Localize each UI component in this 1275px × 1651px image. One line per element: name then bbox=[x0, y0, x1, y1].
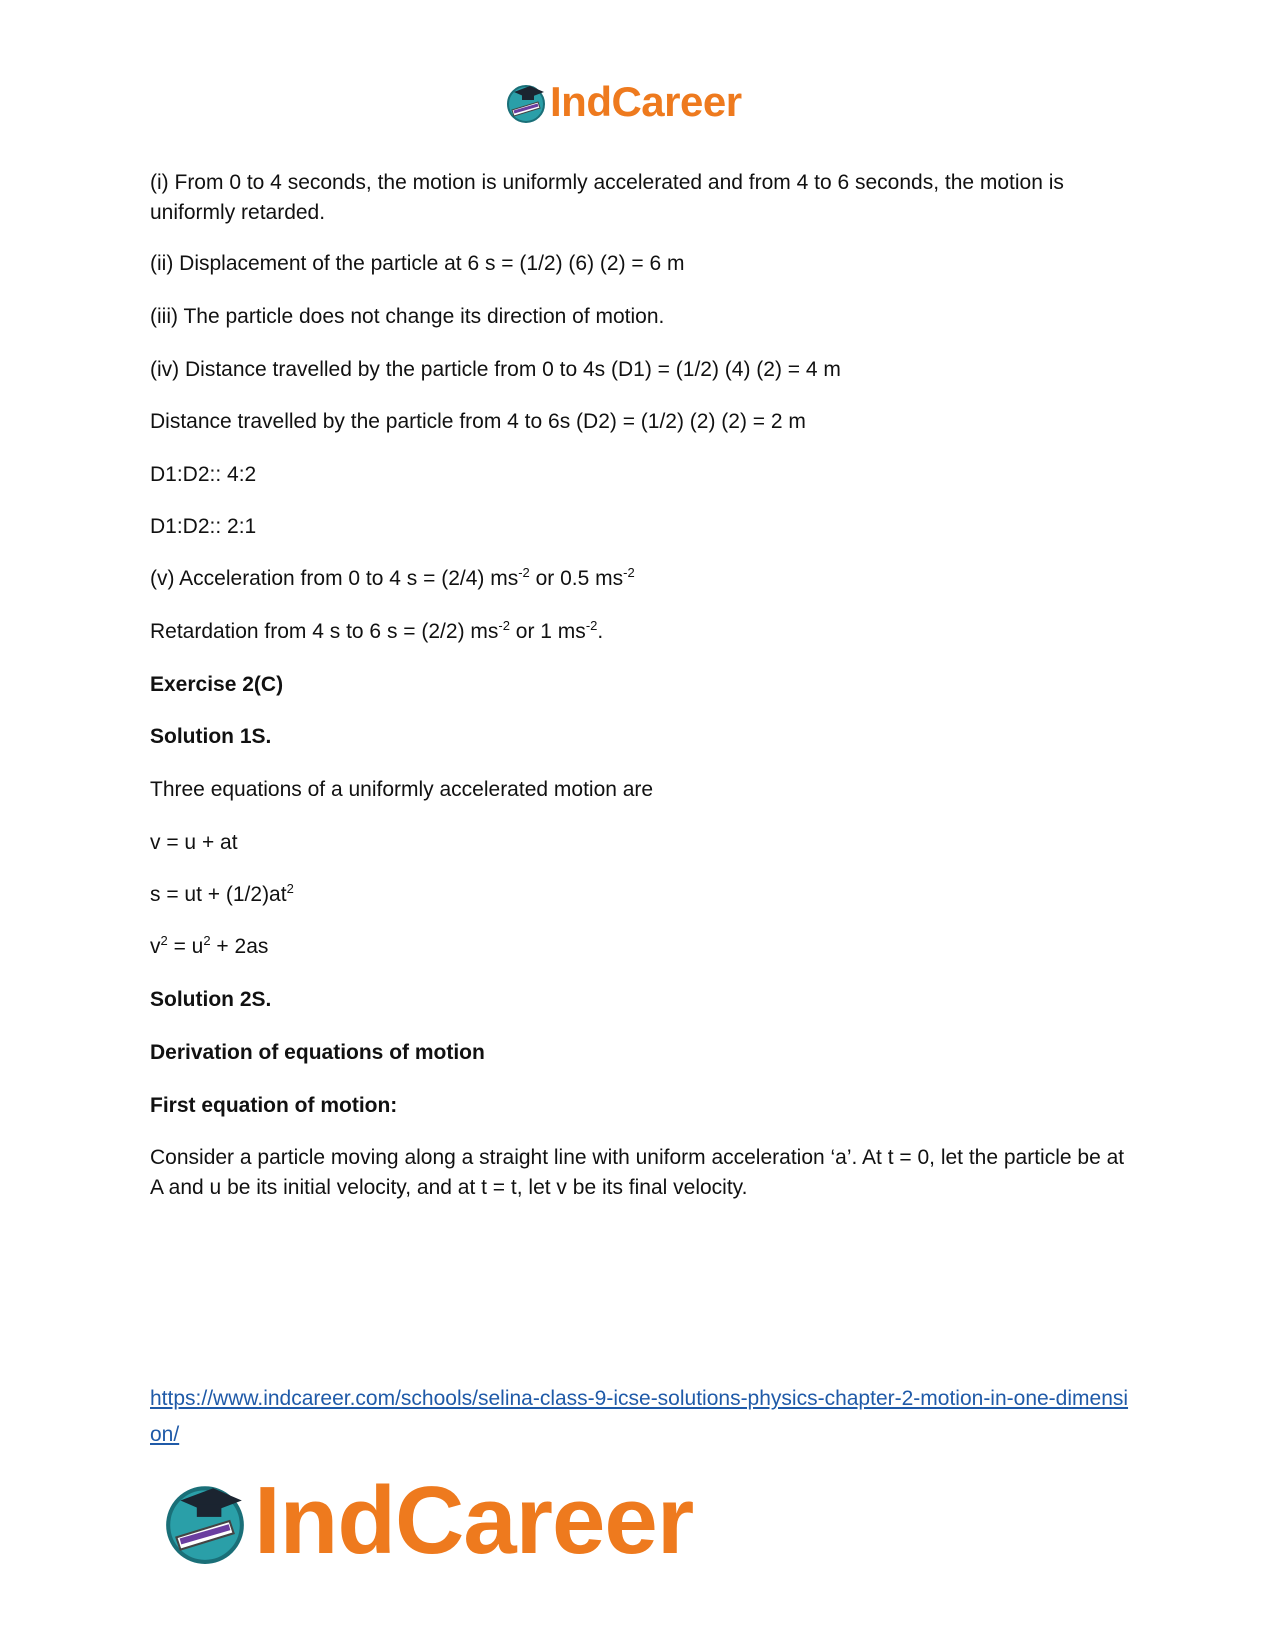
text: or 0.5 ms bbox=[529, 567, 624, 590]
superscript: -2 bbox=[518, 565, 530, 580]
logo-text: IndCareer bbox=[550, 78, 742, 125]
header-logo bbox=[504, 78, 742, 126]
superscript: -2 bbox=[623, 565, 635, 580]
equation-1: v = u + at bbox=[150, 831, 238, 854]
paragraph-5: Distance travelled by the particle from 4 to 6s (D2) = (1/2) (2) (2) = 2 m bbox=[150, 410, 806, 433]
heading-derivation: Derivation of equations of motion bbox=[150, 1041, 485, 1064]
heading-exercise: Exercise 2(C) bbox=[150, 673, 284, 696]
logo-text: IndCareer bbox=[254, 1467, 694, 1574]
superscript: -2 bbox=[498, 618, 510, 633]
text: . bbox=[597, 620, 604, 643]
footer-logo bbox=[160, 1466, 693, 1576]
text: or 1 ms bbox=[509, 620, 586, 643]
paragraph-3: (iii) The particle does not change its direction of motion. bbox=[150, 305, 665, 328]
globe-book-icon bbox=[504, 80, 548, 124]
paragraph-8 bbox=[150, 564, 1130, 594]
paragraph-10: Three equations of a uniformly accelerated motion are bbox=[150, 778, 654, 801]
text: s = ut + (1/2)at bbox=[150, 883, 287, 906]
superscript: -2 bbox=[585, 618, 598, 633]
text: Retardation from 4 s to 6 s = (2/2) ms bbox=[150, 620, 499, 643]
heading-solution-1s: Solution 1S. bbox=[150, 725, 272, 748]
paragraph-7: D1:D2:: 2:1 bbox=[150, 515, 257, 538]
text: = u bbox=[167, 935, 204, 958]
superscript: 2 bbox=[203, 933, 211, 948]
globe-book-icon bbox=[160, 1476, 250, 1566]
text: + 2as bbox=[210, 935, 269, 958]
superscript: 2 bbox=[160, 933, 168, 948]
paragraph-9 bbox=[150, 617, 1130, 647]
superscript: 2 bbox=[286, 881, 294, 896]
paragraph-6: D1:D2:: 4:2 bbox=[150, 463, 257, 486]
paragraph-2: (ii) Displacement of the particle at 6 s = (1/2) (6) (2) = 6 m bbox=[150, 252, 685, 275]
source-url-link[interactable]: https://www.indcareer.com/schools/selina-class-9-icse-solutions-physics-chapter-2-motion-in-one-dimension/ bbox=[150, 1387, 1129, 1446]
paragraph-11: Consider a particle moving along a straight line with uniform acceleration ‘a’. At t = 0, let the particle be at A and u be its initial velocity, and at t = t, let v be its final velocity. bbox=[150, 1146, 1125, 1199]
text: (v) Acceleration from 0 to 4 s = (2/4) ms bbox=[150, 567, 519, 590]
heading-first-equation: First equation of motion: bbox=[150, 1094, 398, 1117]
text: v bbox=[150, 935, 161, 958]
equation-2 bbox=[150, 880, 1130, 910]
equation-3 bbox=[150, 932, 1130, 962]
paragraph-1: (i) From 0 to 4 seconds, the motion is uniformly accelerated and from 4 to 6 seconds, the motion is uniformly retarded. bbox=[150, 171, 1064, 224]
paragraph-4: (iv) Distance travelled by the particle from 0 to 4s (D1) = (1/2) (4) (2) = 4 m bbox=[150, 358, 841, 381]
heading-solution-2s: Solution 2S. bbox=[150, 988, 272, 1011]
